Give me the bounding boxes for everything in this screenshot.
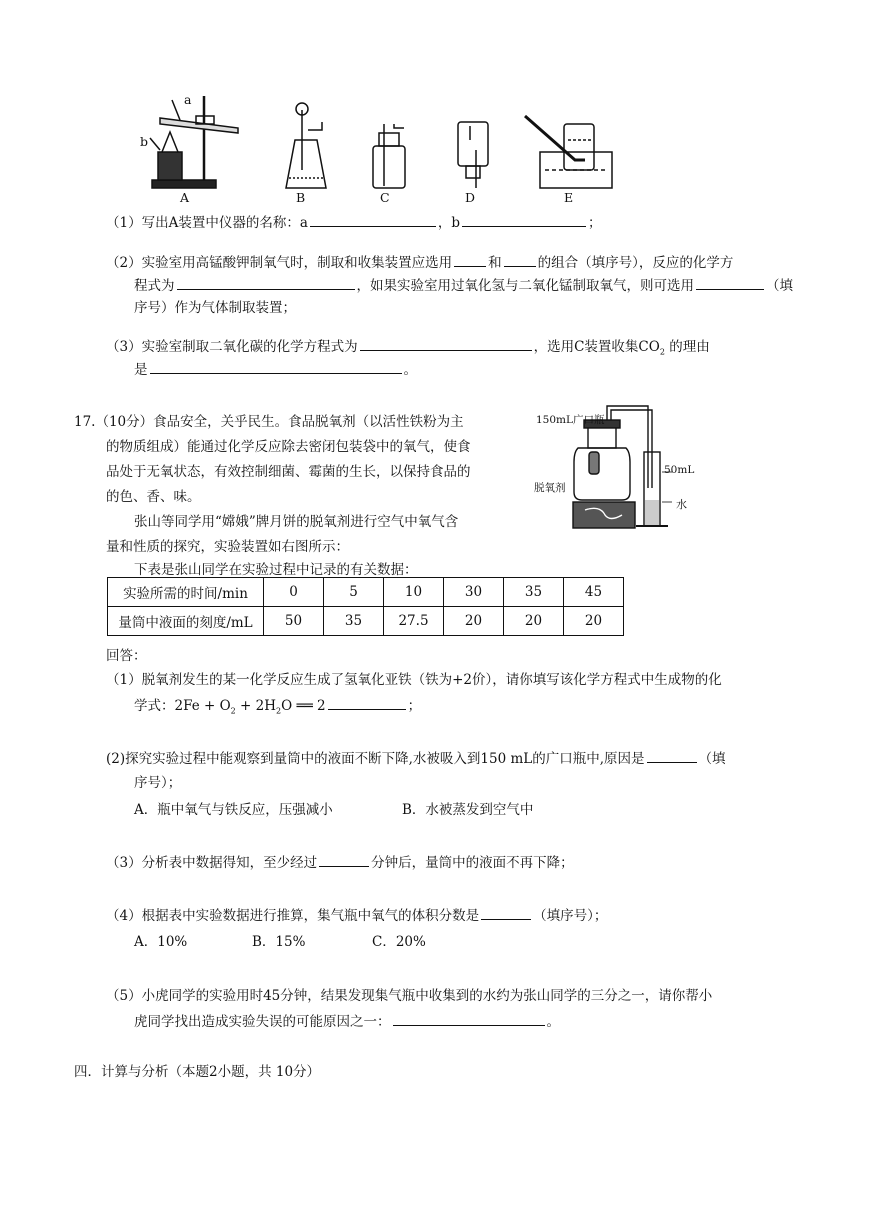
q17-part4-option-c: C．20% [372, 934, 426, 950]
q17-intro-line5: 张山等同学用“嫦娥”牌月饼的脱氧剂进行空气中氧气含 [134, 514, 459, 530]
q17-part2-line1: (2)探究实验过程中能观察到量筒中的液面不断下降,水被吸入到150 mL的广口瓶中,原因是 （填 [106, 747, 726, 767]
q17-part2-option-b: B．水被蒸发到空气中 [402, 802, 534, 818]
q16-part3-line1: （3）实验室制取二氧化碳的化学方程式为 ，选用C装置收集$CO_2$ 的理由 [106, 335, 710, 357]
table-cell: 20 [504, 607, 564, 636]
q17-part3: （3）分析表中数据得知，至少经过 分钟后，量筒中的液面不再下降； [106, 851, 574, 871]
q16-part2-line1: （2）实验室用高锰酸钾制氧气时，制取和收集装置应选用 和 的组合（填序号），反应的化学方 [106, 251, 733, 271]
label-deoxidizer: 脱氧剂 [534, 482, 566, 494]
table-cell: 45 [564, 578, 624, 607]
blank-error-cause[interactable] [393, 1011, 545, 1026]
q17-part2-option-a: A．瓶中氧气与铁反应，压强减小 [134, 802, 333, 818]
q17-intro-line3: 品处于无氧状态，有效控制细菌、霉菌的生长，以保持食品的 [106, 464, 471, 480]
label-cylinder-volume: 50mL [664, 464, 695, 476]
q17-part5-line1: （5）小虎同学的实验用时45分钟，结果发现集气瓶中收集到的水约为张山同学的三分之一，请你帮小 [106, 988, 713, 1004]
q16-part2-line3: 序号）作为气体制取装置； [134, 300, 296, 316]
apparatus-label-A: A [180, 190, 190, 205]
q17-intro-line2: 的物质组成）能通过化学反应除去密闭包装袋中的氧气，使食 [106, 439, 471, 455]
table-cell: 20 [564, 607, 624, 636]
blank-minutes[interactable] [319, 852, 369, 867]
q16-part2-line2: 程式为 ，如果实验室用过氧化氢与二氧化锰制取氧气，则可选用 （填 [134, 274, 793, 294]
label-water: 水 [676, 498, 687, 511]
table-header-level: 量筒中液面的刻度/mL [108, 607, 264, 636]
blank-reason[interactable] [647, 748, 697, 763]
q17-intro-line6: 量和性质的探究，实验装置如右图所示： [106, 539, 349, 555]
q17-intro-line1: 17.（10分）食品安全，关乎民生。食品脱氧剂（以活性铁粉为主 [74, 414, 464, 430]
table-cell: 0 [264, 578, 324, 607]
table-cell: 10 [384, 578, 444, 607]
q17-part1-line1: （1）脱氧剂发生的某一化学反应生成了氢氧化亚铁（铁为+2价），请你填写该化学方程式中生成物的化 [106, 672, 722, 688]
label-bottle: 150mL广口瓶 [536, 414, 605, 426]
q17-intro-line4: 的色、香、味。 [106, 489, 201, 505]
q17-part5-line2: 虎同学找出造成实验失误的可能原因之一： 。 [134, 1010, 560, 1030]
table-cell: 30 [444, 578, 504, 607]
q17-part1-line2: 学式：$2Fe + O_2 + 2H_2O$ ══ 2 ； [134, 694, 421, 716]
table-cell: 20 [444, 607, 504, 636]
table-cell: 5 [324, 578, 384, 607]
q17-intro-line7: 下表是张山同学在实验过程中记录的有关数据： [134, 562, 418, 578]
apparatus-label-B: B [296, 190, 306, 205]
table-row [108, 578, 624, 607]
answer-label: 回答： [106, 648, 147, 664]
apparatus-label-D: D [465, 190, 476, 205]
table-row [108, 607, 624, 636]
table-header-time: 实验所需的时间/min [108, 578, 264, 607]
q17-part4-option-b: B．15% [252, 934, 306, 950]
table-cell: 27.5 [384, 607, 444, 636]
blank-oxygen-fraction[interactable] [481, 905, 531, 920]
table-cell: 35 [324, 607, 384, 636]
q17-part4: （4）根据表中实验数据进行推算，集气瓶中氧气的体积分数是 （填序号）； [106, 904, 607, 924]
q17-part4-option-a: A．10% [134, 934, 188, 950]
section-4-heading: 四．计算与分析（本题2小题，共 10分） [74, 1064, 321, 1080]
q16-part1: （1）写出A装置中仪器的名称：a ，b ； [106, 211, 602, 231]
q16-part3-line2: 是 。 [134, 358, 417, 378]
table-cell: 50 [264, 607, 324, 636]
apparatus-label-E: E [564, 190, 574, 205]
q17-part2-line2: 序号）； [134, 775, 182, 791]
data-table [107, 577, 624, 636]
experiment-drawing [0, 0, 869, 560]
part-label-b: b [140, 134, 149, 149]
apparatus-label-C: C [380, 190, 390, 205]
table-cell: 35 [504, 578, 564, 607]
part-label-a: a [184, 92, 192, 107]
blank-product-formula[interactable] [328, 695, 406, 710]
